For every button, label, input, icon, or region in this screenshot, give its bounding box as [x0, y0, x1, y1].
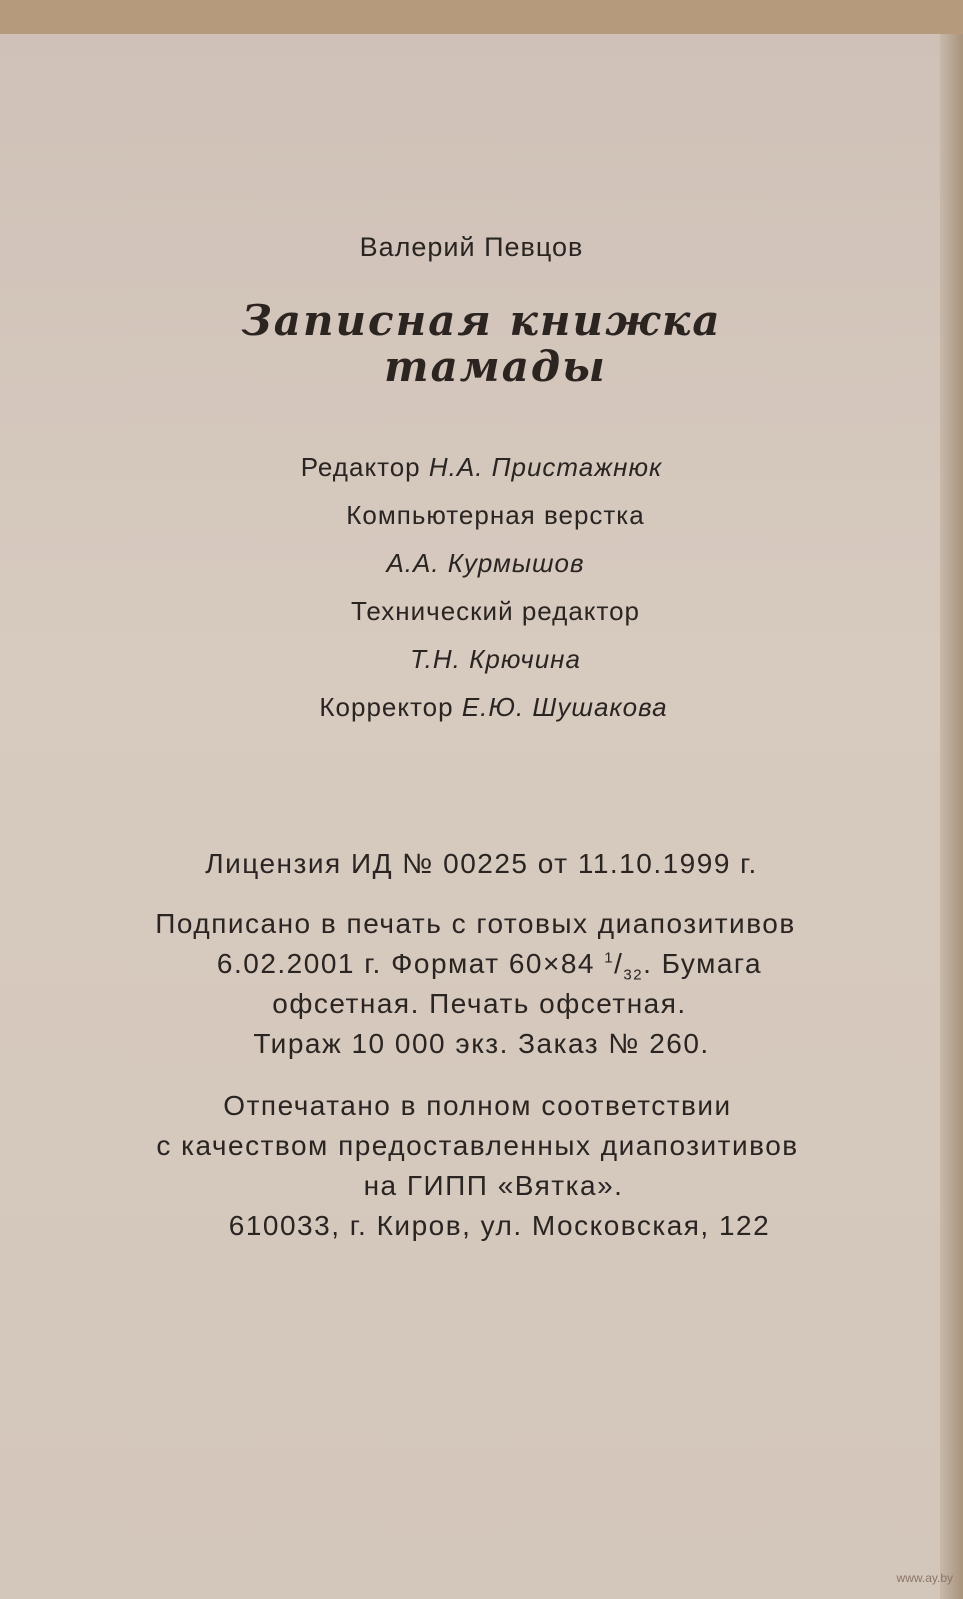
credit-tech-editor-name: Т.Н. Крючина: [410, 644, 581, 674]
book-page: [0, 34, 963, 1599]
print-info-line-1: Подписано в печать с готовых диапозитивов: [155, 908, 796, 939]
print-date-format: 6.02.2001 г. Формат 60×84: [216, 948, 595, 979]
proofreader-name: Е.Ю. Шушакова: [461, 692, 668, 722]
credit-layout-name: А.А. Курмышов: [386, 548, 585, 578]
printer-line-2: с качеством предоставленных диапозитивов: [156, 1130, 799, 1161]
printer-line-1: Отпечатано в полном соответствии: [223, 1090, 732, 1121]
credit-layout-label: Компьютерная верстка: [346, 500, 645, 530]
editor-label: Редактор: [300, 452, 421, 482]
proofreader-label: Корректор: [319, 692, 454, 722]
format-fraction-numerator: 1: [604, 949, 615, 967]
credit-proofreader: [12, 692, 963, 723]
credit-tech-editor-label: Технический редактор: [350, 596, 641, 626]
paper-label: . Бумага: [643, 948, 763, 979]
print-info-line-4: Тираж 10 000 экз. Заказ № 260.: [253, 1028, 710, 1059]
credit-editor: [0, 452, 963, 483]
printer-line-3: на ГИПП «Вятка».: [363, 1170, 624, 1201]
editor-name: Н.А. Пристажнюк: [428, 452, 663, 482]
format-fraction-denominator: 32: [623, 966, 644, 984]
print-info-line-2: 6.02.2001 г. Формат 60×84 $^1/_{32}$. Бумага: [216, 948, 763, 984]
page-edge: [940, 34, 963, 1599]
book-title-line-1: Записная книжка: [241, 296, 722, 345]
printer-line-4: 610033, г. Киров, ул. Московская, 122: [228, 1210, 771, 1241]
book-title-line-2: тамады: [384, 342, 607, 391]
license-line: Лицензия ИД № 00225 от 11.10.1999 г.: [205, 848, 758, 879]
print-info-line-3: офсетная. Печать офсетная.: [272, 988, 687, 1019]
author-name: Валерий Певцов: [359, 232, 584, 262]
watermark: www.ay.by: [896, 1571, 953, 1585]
